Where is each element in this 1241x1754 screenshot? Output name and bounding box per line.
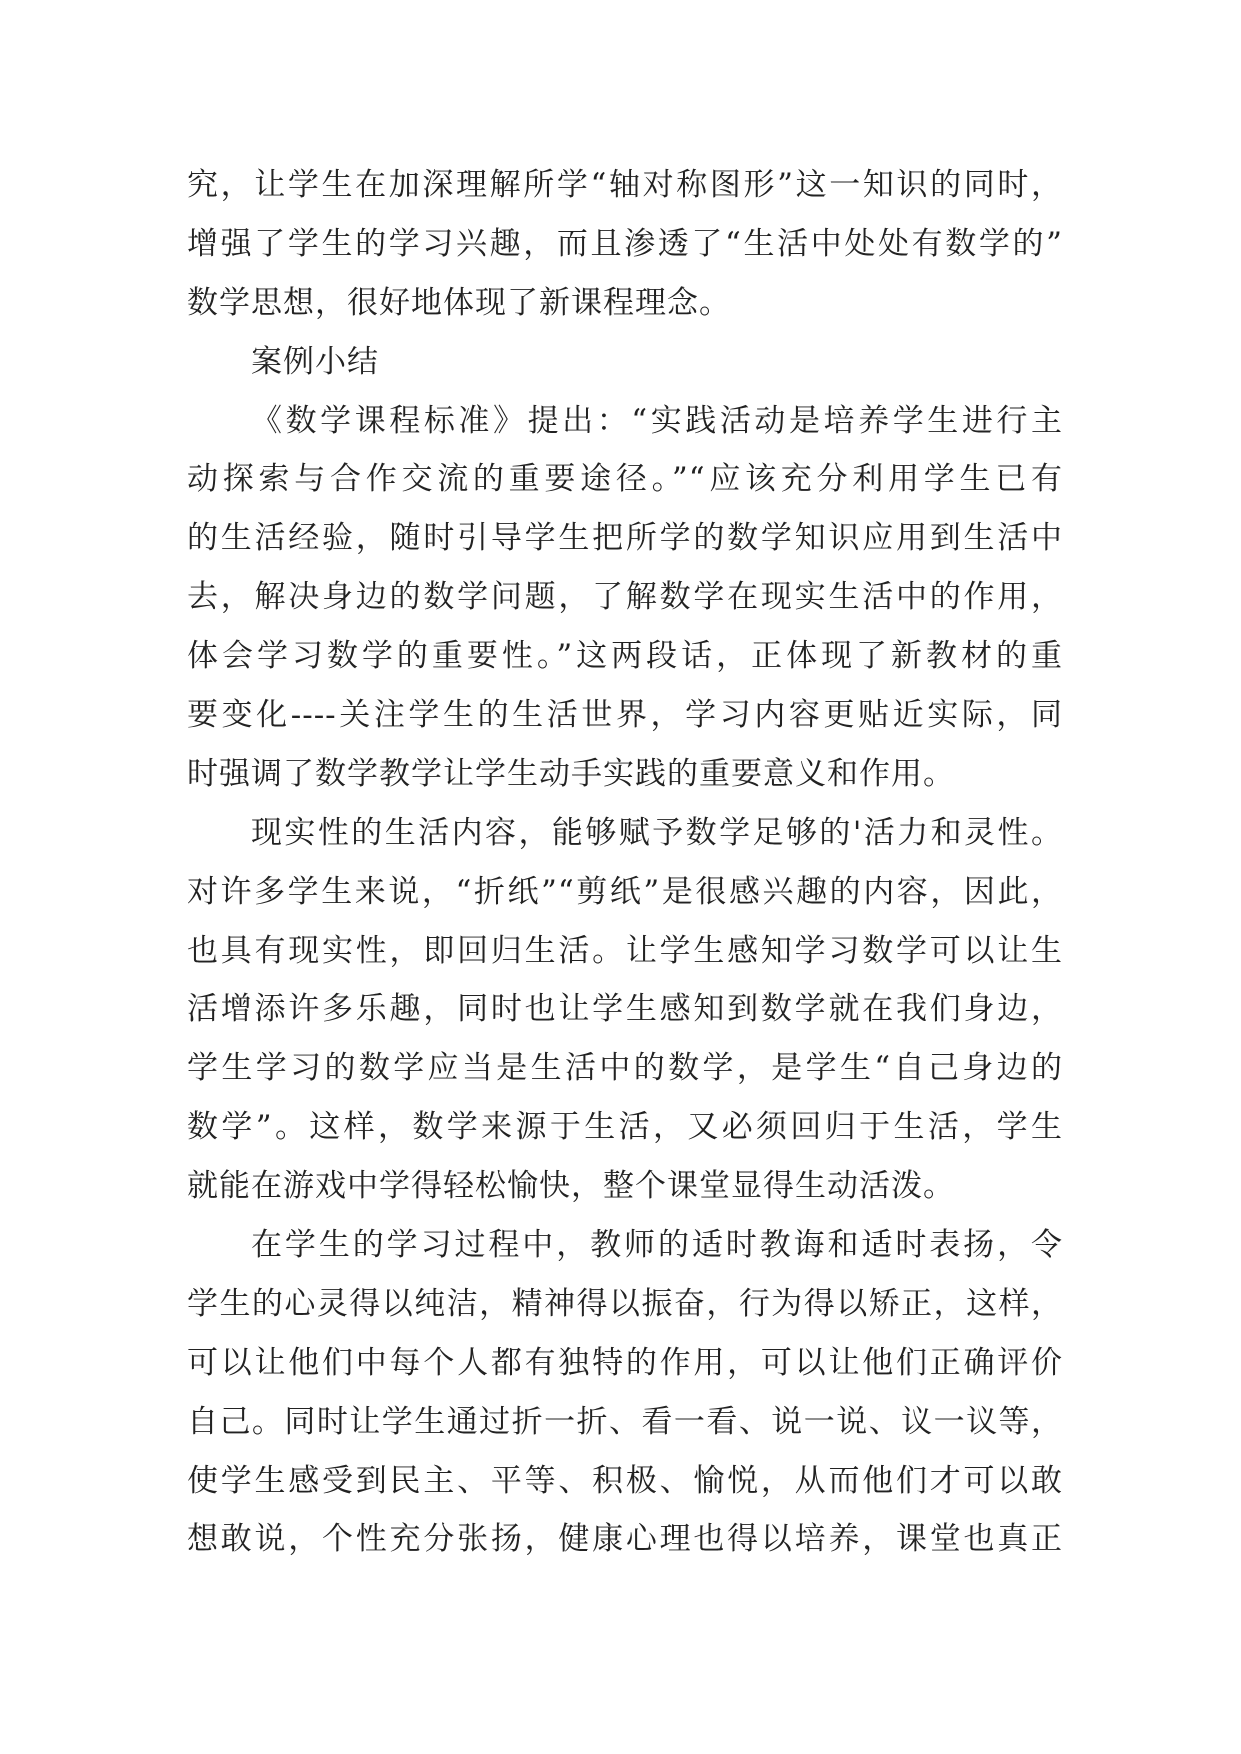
- text-line: 活增添许多乐趣，同时也让学生感知到数学就在我们身边，: [187, 991, 1063, 1028]
- text-line: 就能在游戏中学得轻松愉快，整个课堂显得生动活泼。: [187, 1168, 955, 1205]
- text-line: 自己。同时让学生通过折一折、看一看、说一说、议一议等，: [187, 1403, 1063, 1440]
- text-line: 数学”。这样，数学来源于生活，又必须回归于生活，学生: [187, 1109, 1063, 1146]
- text-line: 学生学习的数学应当是生活中的数学，是学生“自己身边的: [187, 1050, 1063, 1087]
- text-line: 想敢说，个性充分张扬，健康心理也得以培养，课堂也真正: [187, 1521, 1063, 1558]
- paragraph-first-line: 在学生的学习过程中，教师的适时教诲和适时表扬，令: [251, 1227, 1063, 1264]
- text-line: 体会学习数学的重要性。”这两段话，正体现了新教材的重: [187, 638, 1063, 675]
- text-line: 使学生感受到民主、平等、积极、愉悦，从而他们才可以敢: [187, 1462, 1063, 1499]
- text-line: 的生活经验，随时引导学生把所学的数学知识应用到生活中: [187, 520, 1063, 557]
- text-line: 时强调了数学教学让学生动手实践的重要意义和作用。: [187, 755, 955, 792]
- section-heading: 案例小结: [251, 343, 379, 380]
- text-line: 也具有现实性，即回归生活。让学生感知学习数学可以让生: [187, 932, 1063, 969]
- body-text: [187, 156, 1063, 1569]
- text-line: 增强了学生的学习兴趣，而且渗透了“生活中处处有数学的”: [187, 225, 1063, 262]
- paragraph-first-line: 《数学课程标准》提出：“实践活动是培养学生进行主: [251, 402, 1063, 439]
- text-line: 学生的心灵得以纯洁，精神得以振奋，行为得以矫正，这样，: [187, 1285, 1063, 1322]
- text-line: 去，解决身边的数学问题，了解数学在现实生活中的作用，: [187, 579, 1063, 616]
- paragraph-first-line: 现实性的生活内容，能够赋予数学足够的'活力和灵性。: [251, 814, 1063, 851]
- text-line: 究，让学生在加深理解所学“轴对称图形”这一知识的同时，: [187, 167, 1063, 203]
- text-line: 对许多学生来说，“折纸”“剪纸”是很感兴趣的内容，因此，: [187, 873, 1063, 910]
- text-line: 动探索与合作交流的重要途径。”“应该充分利用学生已有: [187, 461, 1063, 498]
- text-line: 要变化----关注学生的生活世界，学习内容更贴近实际，同: [187, 697, 1063, 734]
- text-line: 可以让他们中每个人都有独特的作用，可以让他们正确评价: [187, 1344, 1063, 1381]
- text-line: 数学思想，很好地体现了新课程理念。: [187, 284, 731, 321]
